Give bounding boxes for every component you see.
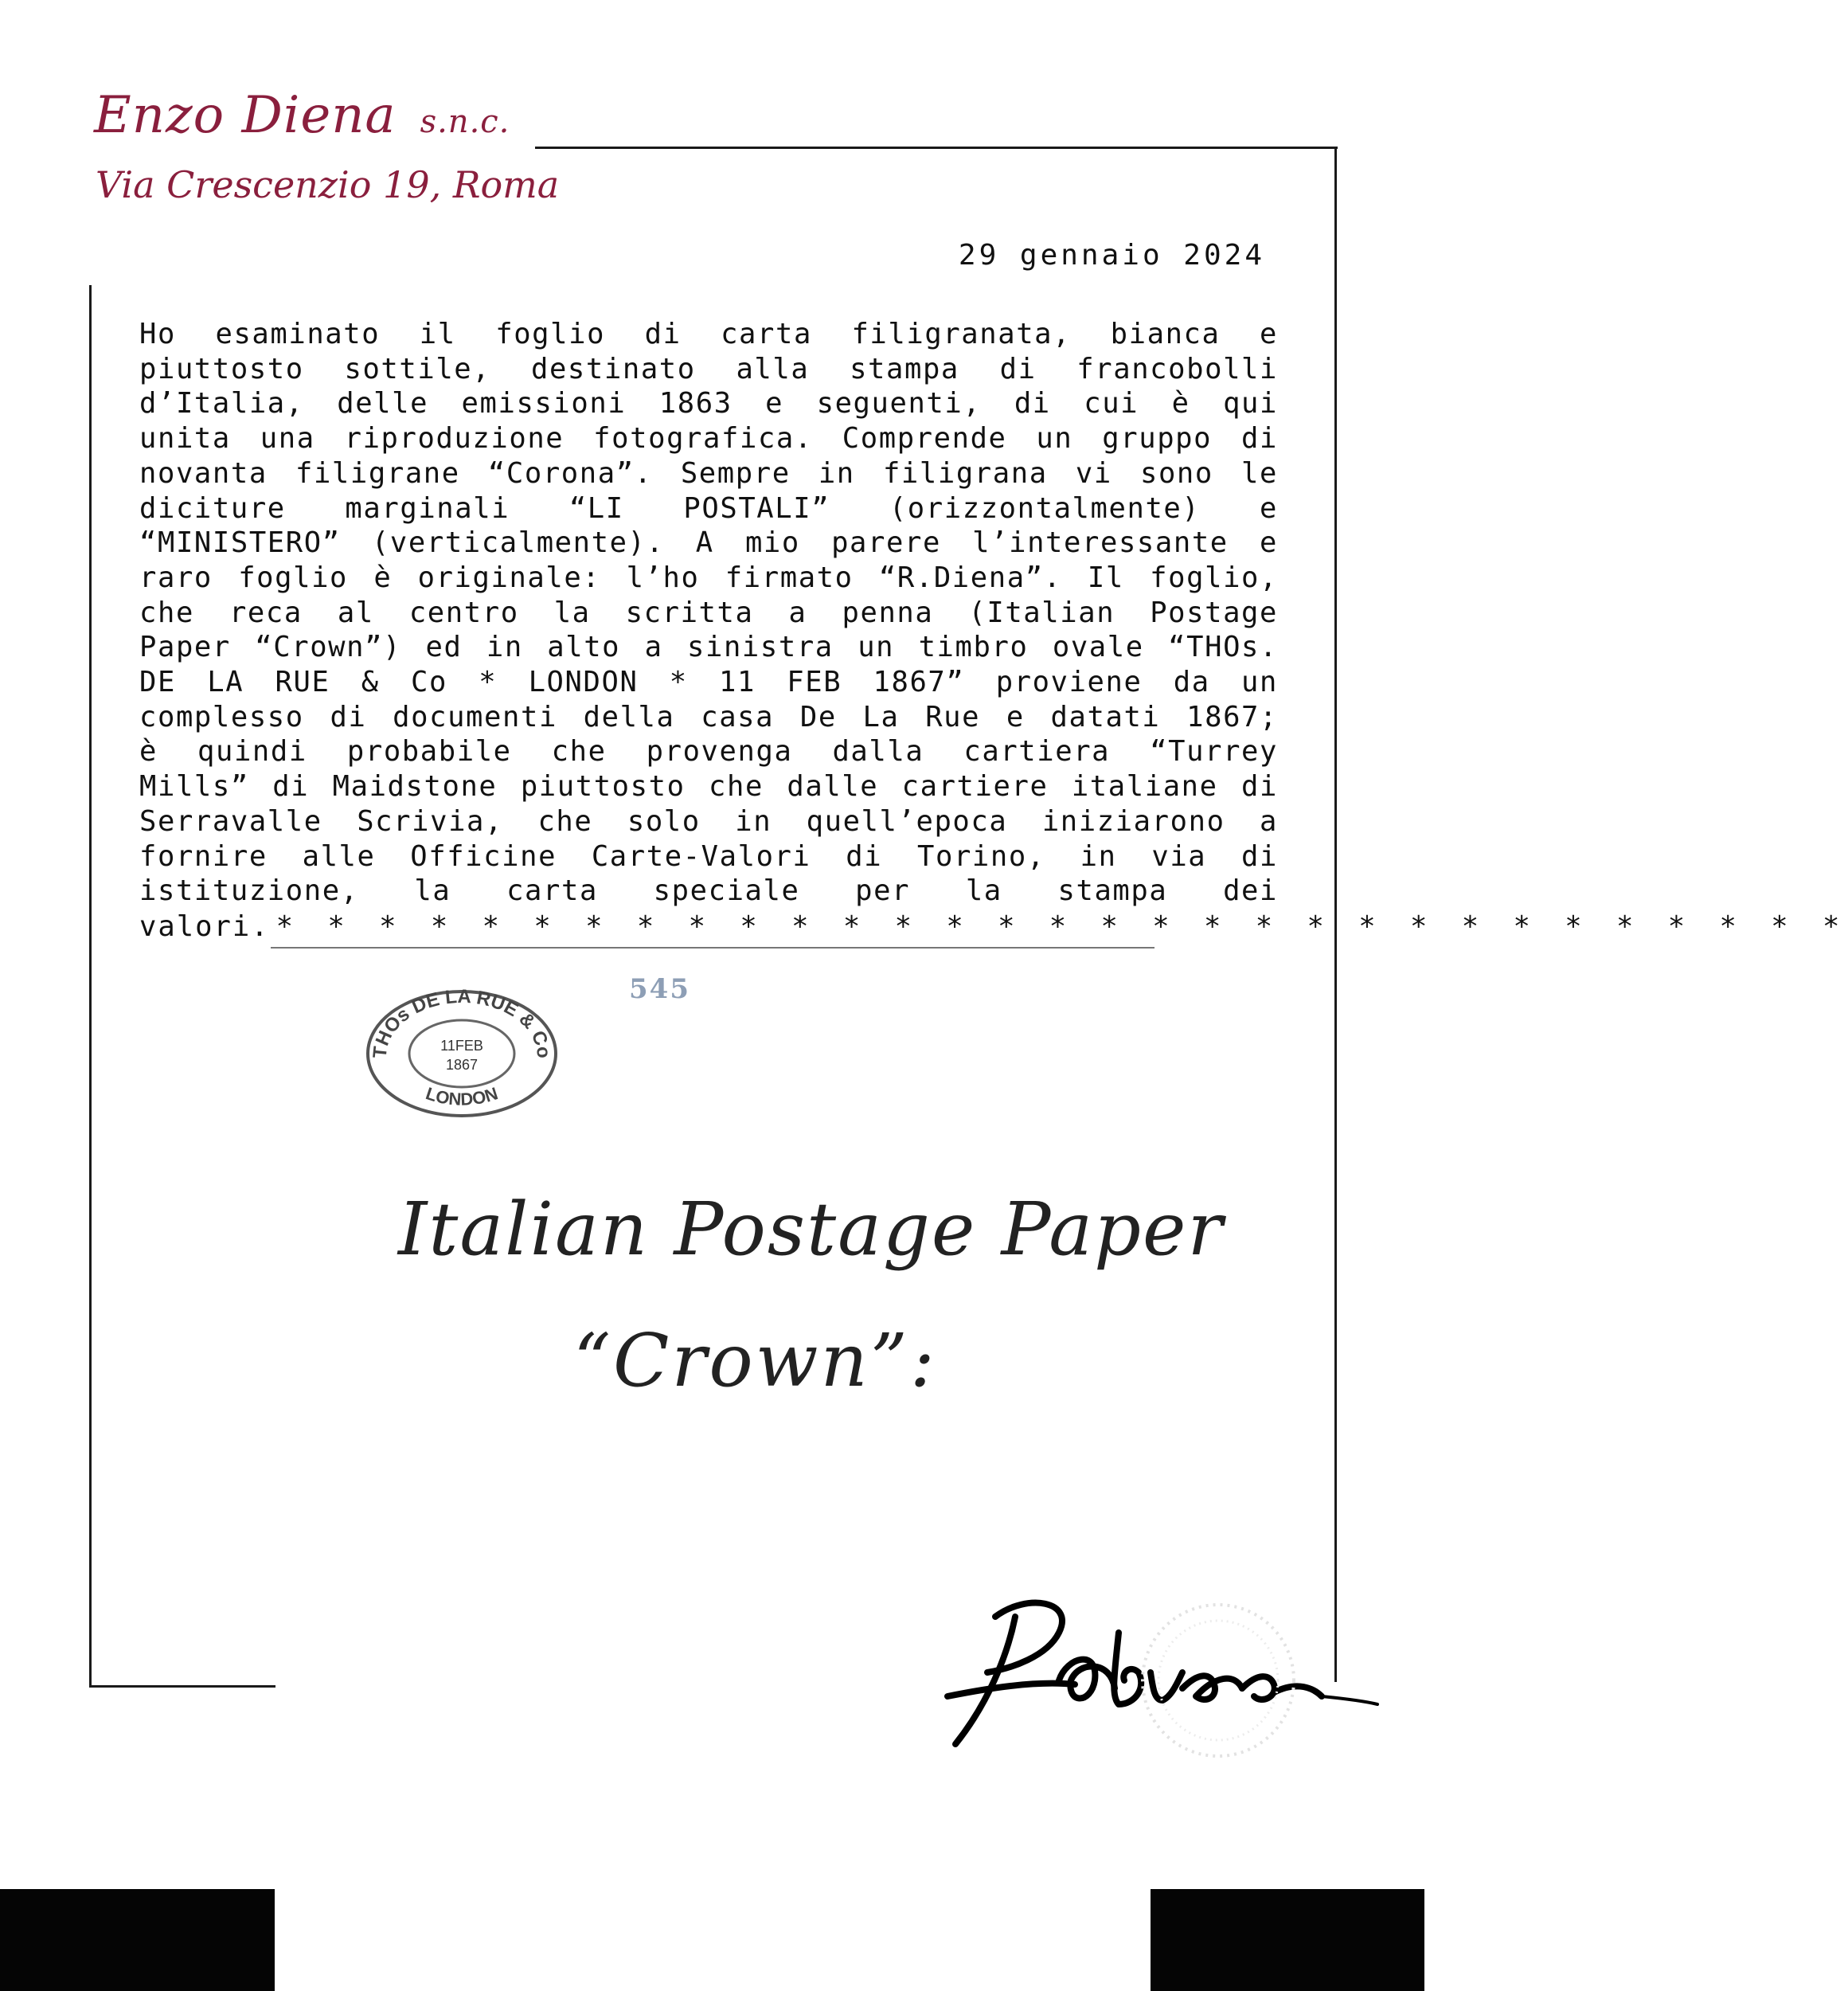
- frame-left-rule: [89, 285, 92, 1687]
- letterhead-address: Via Crescenzio 19, Roma: [96, 163, 560, 206]
- frame-top-rule: [535, 147, 1338, 149]
- stamp-date-day: 11FEB: [440, 1038, 483, 1054]
- asterisk-filler: * * * * * * * * * * * * * * * * * * * * * * * * * * * * * * *: [275, 910, 1848, 943]
- sheet-number: 545: [629, 973, 690, 1005]
- handwritten-line-1: Italian Postage Paper: [398, 1187, 1225, 1272]
- stamp-top-text: THOs DE LA RUE & Co: [369, 985, 555, 1059]
- handwritten-line-2: “Crown”:: [573, 1318, 937, 1403]
- letterhead-name: [94, 86, 510, 145]
- frame-bottom-left-rule: [89, 1685, 275, 1688]
- letterhead-company-suffix: s.n.c.: [420, 104, 510, 140]
- body-last-word: valori.: [139, 910, 270, 943]
- letter-date: 29 gennaio 2024: [958, 239, 1265, 272]
- closing-line: [139, 909, 1848, 945]
- underline-rule: [271, 947, 1155, 949]
- letterhead-company-name: Enzo Diena: [94, 86, 397, 145]
- scan-border-notch: [275, 1889, 1151, 1991]
- stamp-bottom-text: LONDON: [423, 1083, 501, 1109]
- stamp-date-year: 1867: [445, 1057, 479, 1073]
- de-la-rue-oval-stamp: [362, 984, 561, 1119]
- expertise-body-text: Ho esaminato il foglio di carta filigranata, bianca e piuttosto sottile, destinato alla stampa di francobolli d’Italia, delle emissioni 1863 e seguenti, di cui è qui unita una riproduzione fotografica. Comprende un gruppo di novanta filigrane “Corona”. Sempre in filigrana vi sono le diciture marginali “LI POSTALI” (orizzontalmente) e “MINISTERO” (verticalmente). A mio parere l’interessante e raro foglio è originale: l’ho firmato “R.Diena”. Il foglio, che reca al centro la scritta a penna (Italian Postage Paper “Crown”) ed in alto a sinistra un timbro ovale “THOs. DE LA RUE & Co * LONDON * 11 FEB 1867” proviene da un complesso di documenti della casa De La Rue e datati 1867; è quindi probabile che provenga dalla cartiera “Turrey Mills” di Maidstone piuttosto che dalle cartiere italiane di Serravalle Scrivia, che solo in quell’epoca iniziarono a fornire alle Officine Carte-Valori di Torino, in via di istituzione, la carta speciale per la stampa dei: [139, 318, 1301, 908]
- embossed-seal: [1099, 1585, 1322, 1760]
